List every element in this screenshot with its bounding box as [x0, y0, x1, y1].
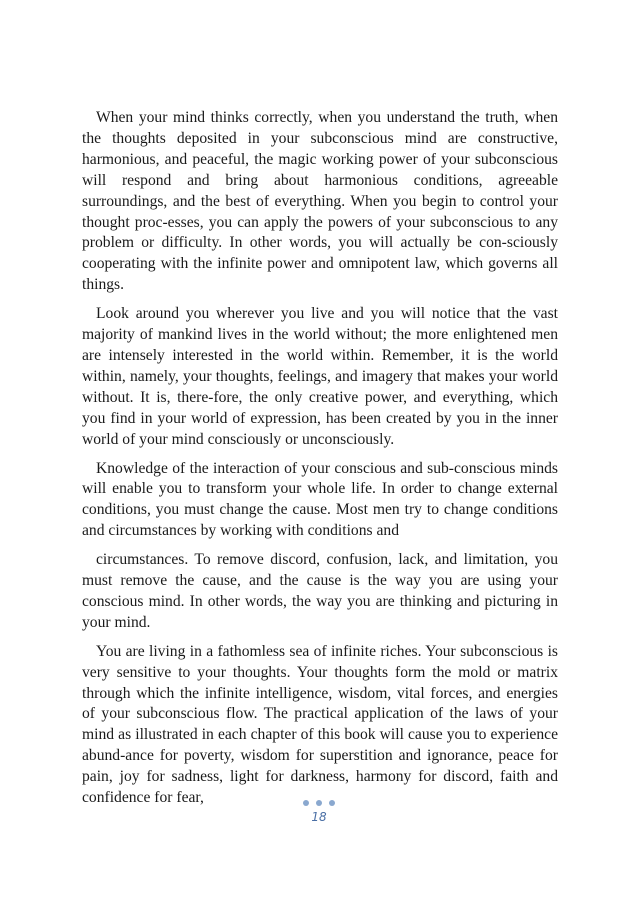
- ornament-dots: [0, 800, 638, 808]
- paragraph-1: When your mind thinks correctly, when you understand the truth, when the thoughts deposited in your subconscious mind are constructive, harmonious, and peaceful, the magic working power of your subconscious will respond and bring about harmonious conditions, agreeable surroundings, and the best of everything. When you begin to control your thought proc-esses, you can apply the powers of your subconscious to any problem or difficulty. In other words, you will actually be con-sciously cooperating with the infinite power and omnipotent law, which governs all things.: [82, 109, 558, 294]
- paragraph-5: You are living in a fathomless sea of infinite riches. Your subconscious is very sensitive to your thoughts. Your thoughts form the mold or matrix through which the infinite intelligence, wisdom, vital forces, and energies of your subconscious flow. The practical application of the laws of your mind as illustrated in each chapter of this book will cause you to experience abund-ance for poverty, wisdom for superstition and ignorance, peace for pain, joy for sadness, light for darkness, harmony for discord, faith and confidence for fear,: [82, 642, 558, 807]
- paragraph-2: Look around you wherever you live and you will notice that the vast majority of mankind lives in the world without; the more enlightened men are intensely interested in the world within. Remember, it is the world within, namely, your thoughts, feelings, and imagery that makes your world without. It is, there-fore, the only creative power, and everything, which you find in your world of expression, has been created by you in the inner world of your mind consciously or unconsciously.: [82, 305, 558, 448]
- page-footer: [0, 800, 638, 824]
- body-text: [82, 108, 558, 817]
- paragraph-4: circumstances. To remove discord, confusion, lack, and limitation, you must remove the cause, and the cause is the way you are using your conscious mind. In other words, the way you are thinking and picturing in your mind.: [82, 551, 558, 631]
- paragraph-3: Knowledge of the interaction of your conscious and sub-conscious minds will enable you to transform your whole life. In order to change external conditions, you must change the cause. Most men try to change conditions and circumstances by working with conditions and: [82, 459, 558, 540]
- ornament-dot-icon: [316, 800, 322, 806]
- ornament-dot-icon: [329, 800, 335, 806]
- ornament-dot-icon: [303, 800, 309, 806]
- page-number: 18: [311, 810, 327, 824]
